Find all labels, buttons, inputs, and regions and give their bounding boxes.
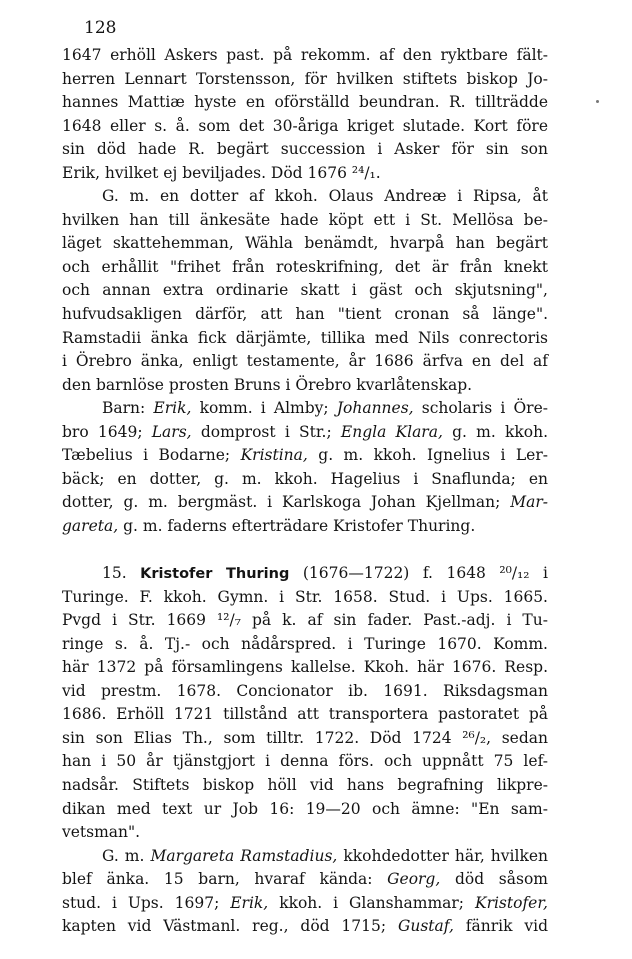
text-line: sin död hade R. begärt succession i Asker för sin son bbox=[62, 140, 548, 159]
page-number: 128 bbox=[84, 18, 117, 38]
child-name: Kristina, bbox=[240, 446, 308, 465]
stray-mark bbox=[596, 100, 599, 103]
text-line bbox=[62, 491, 548, 515]
text-line: vid prestm. 1678. Concionator ib. 1691. Riksdagsman bbox=[62, 681, 548, 700]
text-run: kkohdedotter här, hvilken bbox=[343, 846, 548, 865]
text-line bbox=[62, 515, 548, 539]
text-line: i Örebro änka, enligt testamente, år 1686 ärfva en del af bbox=[62, 352, 548, 371]
text-line: herren Lennart Torstensson, för hvilken stiftets biskop Jo- bbox=[62, 69, 548, 88]
text-run: (1676—1722) f. 1648 ²⁰/₁₂ i bbox=[302, 564, 548, 583]
person-name: Margareta Ramstadius, bbox=[150, 846, 338, 865]
text-line: vetsman". bbox=[62, 823, 141, 842]
text-line: Ramstadii änka fick därjämte, tillika med Nils conrectoris bbox=[62, 328, 548, 347]
child-name: Erik, bbox=[230, 893, 269, 912]
text-line: G. m. en dotter af kkoh. Olaus Andreæ i Ripsa, åt bbox=[102, 187, 548, 206]
child-name: Lars, bbox=[151, 422, 192, 441]
text-line bbox=[62, 845, 548, 869]
child-name: Gustaf, bbox=[397, 917, 454, 936]
text-line: här 1372 på församlingens kallelse. Kkoh. här 1676. Resp. bbox=[62, 658, 548, 677]
section-gap bbox=[62, 538, 548, 562]
page-text bbox=[62, 44, 548, 939]
child-name: Engla Klara, bbox=[340, 422, 443, 441]
text-line: den barnlöse prosten Bruns i Örebro kvarlåtenskap. bbox=[62, 375, 473, 394]
text-line bbox=[62, 915, 548, 939]
text-run: Tæbelius i Bodarne; bbox=[62, 446, 231, 465]
text-line: och annan extra ordinarie skatt i gäst och skjutsning", bbox=[62, 281, 548, 300]
text-line: 1647 erhöll Askers past. på rekomm. af den ryktbare fält- bbox=[62, 46, 548, 64]
text-line bbox=[62, 892, 548, 916]
text-run: stud. i Ups. 1697; bbox=[62, 893, 220, 912]
child-name: gareta, bbox=[62, 516, 119, 535]
text-line: Pvgd i Str. 1669 ¹²/₇ på k. af sin fader. Past.-adj. i Tu- bbox=[62, 611, 548, 630]
text-line: hvilken han till änkesäte hade köpt ett i St. Mellösa be- bbox=[62, 210, 548, 229]
entry-heading-line bbox=[62, 562, 548, 586]
text-run: g. m. kkoh. Ignelius i Ler- bbox=[318, 446, 549, 465]
text-line: Erik, hvilket ej beviljades. Död 1676 ²⁴/₁. bbox=[62, 163, 381, 182]
text-run: G. m. bbox=[102, 846, 145, 865]
text-line: läget skattehemman, Wähla benämdt, hvarpå han begärt bbox=[62, 234, 548, 253]
text-line: nadsår. Stiftets biskop höll vid hans begrafning likpre- bbox=[62, 775, 548, 794]
text-line: ringe s. å. Tj.- och nådårspred. i Turinge 1670. Komm. bbox=[62, 634, 548, 653]
text-run: domprost i Str.; bbox=[200, 422, 332, 441]
child-name: Mar- bbox=[510, 493, 548, 512]
text-line bbox=[62, 397, 548, 421]
text-run: bro 1649; bbox=[62, 422, 143, 441]
text-line: sin son Elias Th., som tilltr. 1722. Död 1724 ²⁶/₂, sedan bbox=[62, 728, 548, 747]
child-name: Georg, bbox=[387, 870, 441, 889]
entry-number: 15. bbox=[102, 564, 127, 583]
children-intro: Barn: bbox=[102, 399, 146, 418]
text-line bbox=[62, 444, 548, 468]
text-line: och erhållit "frihet från roteskrifning, det är från knekt bbox=[62, 257, 548, 276]
text-run: blef änka. 15 barn, hvaraf kända: bbox=[62, 870, 373, 889]
text-run: g. m. faderns efterträdare Kristofer Thuring. bbox=[123, 516, 476, 535]
text-line: bäck; en dotter, g. m. kkoh. Hagelius i Snaflunda; en bbox=[62, 469, 548, 488]
text-line bbox=[62, 421, 548, 445]
text-run: komm. i Almby; bbox=[199, 399, 329, 418]
text-run: kapten vid Västmanl. reg., död 1715; bbox=[62, 917, 387, 936]
text-line: Turinge. F. kkoh. Gymn. i Str. 1658. Stud. i Ups. 1665. bbox=[62, 587, 548, 606]
text-run: dotter, g. m. bergmäst. i Karlskoga Johan Kjellman; bbox=[62, 493, 501, 512]
text-line: 1686. Erhöll 1721 tillstånd att transportera pastoratet på bbox=[62, 705, 548, 724]
entry-name: Kristofer Thuring bbox=[140, 566, 290, 583]
text-run: död såsom bbox=[454, 870, 548, 889]
child-name: Erik, bbox=[153, 399, 192, 418]
child-name: Kristofer, bbox=[474, 893, 548, 912]
text-line: dikan med text ur Job 16: 19—20 och ämne: "En sam- bbox=[62, 799, 548, 818]
text-line: 1648 eller s. å. som det 30-åriga kriget slutade. Kort före bbox=[62, 116, 548, 135]
child-name: Johannes, bbox=[336, 399, 414, 418]
text-line: hufvudsakligen därför, att han "tient cronan så länge". bbox=[62, 305, 548, 324]
text-run: g. m. kkoh. bbox=[452, 422, 549, 441]
text-run: scholaris i Öre- bbox=[421, 399, 548, 418]
text-line: hannes Mattiæ hyste en oförställd beundran. R. tillträdde bbox=[62, 93, 548, 112]
text-run: fänrik vid bbox=[465, 917, 548, 936]
text-line: han i 50 år tjänstgjort i denna förs. och uppnått 75 lef- bbox=[62, 752, 548, 771]
text-line bbox=[62, 868, 548, 892]
text-run: kkoh. i Glanshammar; bbox=[279, 893, 465, 912]
